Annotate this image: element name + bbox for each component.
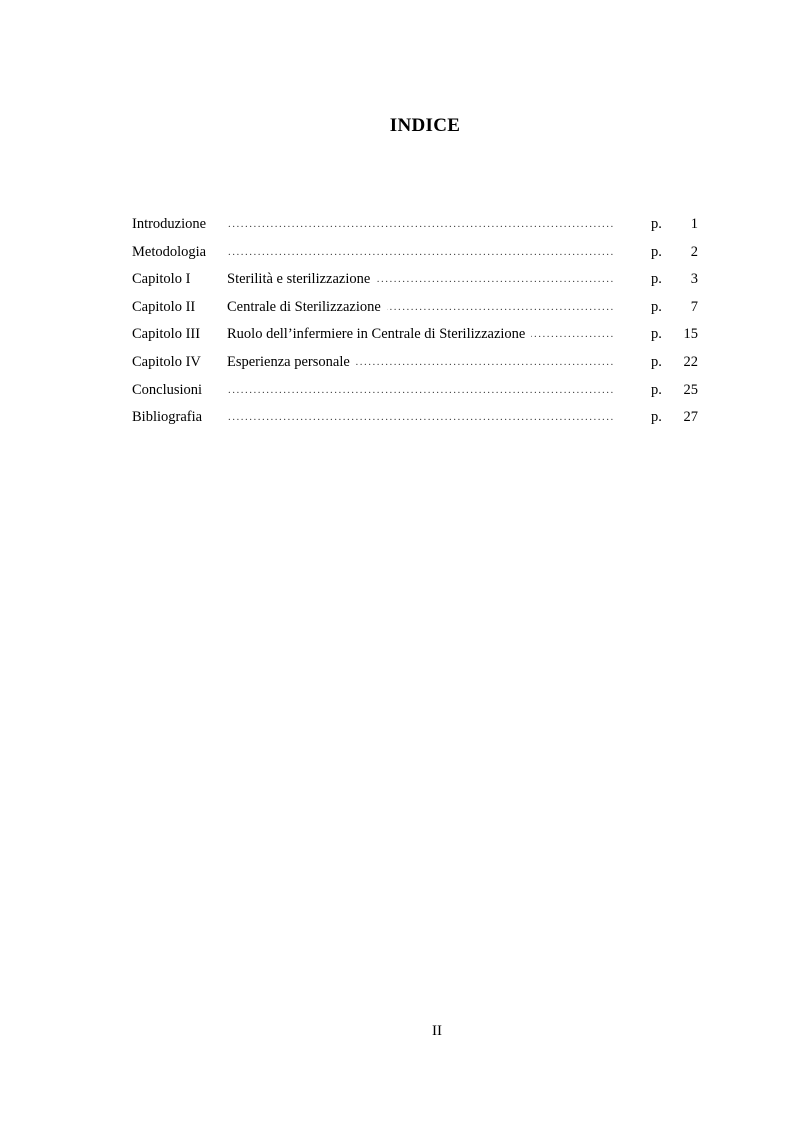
page-prefix: p. bbox=[651, 271, 662, 288]
page-prefix: p. bbox=[651, 409, 662, 426]
toc-entry-page: 27 bbox=[683, 409, 698, 426]
toc-entry-label: Metodologia bbox=[132, 243, 207, 260]
toc-entry-title: Esperienza personale bbox=[227, 349, 356, 377]
dot-leader bbox=[228, 404, 613, 432]
toc-entry-title: Centrale di Sterilizzazione bbox=[227, 294, 387, 322]
page-number: II bbox=[432, 1023, 442, 1039]
toc-entry-page: 3 bbox=[690, 271, 698, 288]
toc-entry-conclusioni[interactable] bbox=[132, 377, 698, 405]
toc-entry-title: Sterilità e sterilizzazione bbox=[227, 266, 376, 294]
page-prefix: p. bbox=[651, 381, 662, 398]
toc-entry-introduzione[interactable] bbox=[132, 211, 698, 239]
toc-entry-label: Introduzione bbox=[132, 216, 207, 232]
page-title: INDICE bbox=[389, 115, 461, 136]
page-prefix: p. bbox=[651, 298, 662, 315]
toc-entry-page: 25 bbox=[683, 381, 698, 398]
toc-entry-label: Conclusioni bbox=[132, 381, 203, 398]
toc-entry-page: 2 bbox=[690, 243, 698, 260]
toc-entry-label: Capitolo IV bbox=[132, 353, 201, 370]
table-of-contents bbox=[132, 211, 698, 432]
toc-entry-capitolo-ii[interactable] bbox=[132, 294, 698, 322]
toc-entry-label: Capitolo I bbox=[132, 271, 191, 288]
toc-entry-label: Bibliografia bbox=[132, 409, 203, 426]
toc-entry-capitolo-iv[interactable] bbox=[132, 349, 698, 377]
dot-leader bbox=[228, 239, 613, 267]
toc-entry-page: 7 bbox=[690, 298, 698, 315]
toc-entry-page: 22 bbox=[683, 353, 698, 370]
toc-entry-title: Ruolo dell’infermiere in Centrale di Sterilizzazione bbox=[227, 321, 531, 349]
page-prefix: p. bbox=[651, 243, 662, 260]
toc-entry-page: 1 bbox=[690, 216, 698, 232]
toc-entry-capitolo-iii[interactable] bbox=[132, 321, 698, 349]
toc-entry-bibliografia[interactable] bbox=[132, 404, 698, 432]
toc-entry-label: Capitolo II bbox=[132, 298, 196, 315]
toc-entry-metodologia[interactable] bbox=[132, 239, 698, 267]
dot-leader bbox=[228, 377, 613, 405]
page-prefix: p. bbox=[651, 353, 662, 370]
toc-entry-page: 15 bbox=[683, 326, 698, 343]
page-prefix: p. bbox=[651, 326, 662, 343]
toc-entry-capitolo-i[interactable] bbox=[132, 266, 698, 294]
page-prefix: p. bbox=[651, 216, 662, 232]
toc-entry-label: Capitolo III bbox=[132, 326, 201, 343]
dot-leader bbox=[228, 211, 613, 239]
